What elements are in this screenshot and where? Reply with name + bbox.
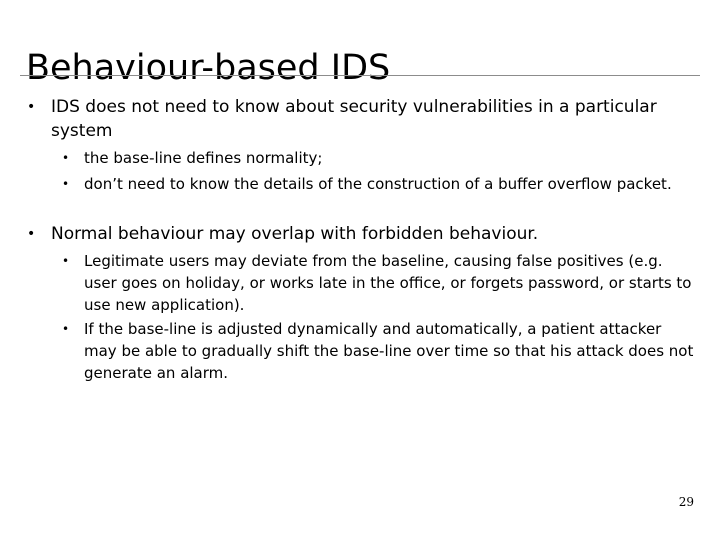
sub-bullet-2-1 xyxy=(62,250,694,316)
sub-bullet-1-1-text: the base-line defines normality; xyxy=(84,149,323,167)
sub-bullet-marker: • xyxy=(62,254,70,268)
sub-bullet-1-2 xyxy=(62,173,694,195)
bullet-point-2 xyxy=(27,222,691,246)
bullet-point-1-text: IDS does not need to know about security vulnerabilities in a particular system xyxy=(51,97,657,141)
sub-bullet-2-2-text: If the base-line is adjusted dynamically and automatically, a patient attacker may be able to gradually shift the base-line over time so that his attack does not generate an alarm. xyxy=(84,320,694,382)
bullet-point-1 xyxy=(27,95,691,143)
sub-bullet-marker: • xyxy=(62,177,70,191)
slide-title: Behaviour-based IDS xyxy=(26,48,391,89)
bullet-marker: • xyxy=(27,99,36,115)
title-divider xyxy=(20,75,700,76)
sub-bullet-2-1-text: Legitimate users may deviate from the baseline, causing false positives (e.g. user goes on holiday, or works late in the office, or forgets password, or starts to use new application). xyxy=(84,252,692,314)
sub-bullet-1-2-text: don’t need to know the details of the construction of a buffer overflow packet. xyxy=(84,175,672,193)
sub-bullet-marker: • xyxy=(62,322,70,336)
sub-bullet-marker: • xyxy=(62,151,70,165)
page-number: 29 xyxy=(678,495,694,509)
bullet-point-2-text: Normal behaviour may overlap with forbidden behaviour. xyxy=(51,224,539,244)
sub-bullet-2-2 xyxy=(62,318,694,384)
sub-bullet-1-1 xyxy=(62,147,694,169)
bullet-marker: • xyxy=(27,226,36,242)
